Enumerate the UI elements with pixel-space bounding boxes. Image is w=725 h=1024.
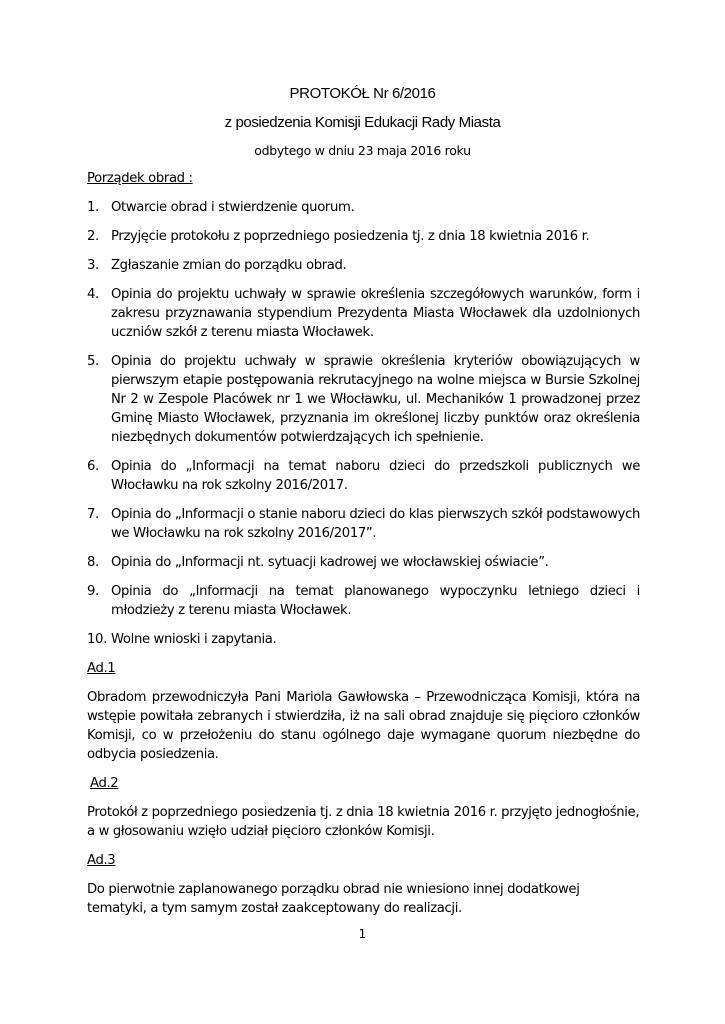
page-number: 1	[358, 927, 367, 941]
agenda-item-text: Opinia do „Informacji o stanie naboru dzieci do klas pierwszych szkół podstawowych we Włocławku na rok szkolny 2016/2017”.	[111, 507, 640, 541]
agenda-item-number: 2.	[87, 229, 99, 244]
ad2-heading: Ad.2	[90, 776, 119, 791]
agenda-item-number: 5.	[87, 354, 99, 369]
agenda-item	[87, 553, 640, 572]
agenda-item-number: 8.	[87, 555, 99, 570]
agenda-list	[87, 198, 640, 649]
ad1-heading: Ad.1	[87, 661, 116, 676]
agenda-item	[87, 352, 640, 447]
agenda-item-text: Opinia do „Informacji nt. sytuacji kadrowej we włocławskiej oświacie”.	[111, 555, 549, 570]
agenda-item-text: Zgłaszanie zmian do porządku obrad.	[111, 258, 347, 273]
agenda-item	[87, 227, 640, 246]
agenda-item-number: 6.	[87, 459, 99, 474]
agenda-item-text: Opinia do projektu uchwały w sprawie określenia kryteriów obowiązujących w pierwszym etapie postępowania rekrutacyjnego na wolne miejsca w Bursie Szkolnej Nr 2 w Zespole Placówek nr 1 we Włocławku, ul. Mechaników 1 prowadzonej przez Gminę Miasto Włocławek, przyznania im określonej liczby punktów oraz określenia niezbędnych dokumentów potwierdzających ich spełnienie.	[111, 354, 640, 445]
agenda-item	[87, 285, 640, 342]
agenda-item-text: Przyjęcie protokołu z poprzedniego posiedzenia tj. z dnia 18 kwietnia 2016 r.	[111, 229, 590, 244]
document-body	[87, 169, 640, 928]
agenda-item-text: Otwarcie obrad i stwierdzenie quorum.	[111, 200, 355, 215]
agenda-item-text: Wolne wnioski i zapytania.	[111, 632, 277, 647]
agenda-item	[87, 505, 640, 543]
agenda-item	[87, 256, 640, 275]
ad2-paragraph: Protokół z poprzedniego posiedzenia tj. z dnia 18 kwietnia 2016 r. przyjęto jednogłośnie, a w głosowaniu wzięło udział pięcioro członków Komisji.	[87, 805, 640, 839]
document-subtitle: z posiedzenia Komisji Edukacji Rady Miasta	[224, 114, 501, 131]
agenda-item-number: 4.	[87, 287, 99, 302]
agenda-item-number: 1.	[87, 200, 99, 215]
agenda-item-number: 3.	[87, 258, 99, 273]
agenda-item-number: 9.	[87, 584, 99, 599]
agenda-item-text: Opinia do projektu uchwały w sprawie określenia szczegółowych warunków, form i zakresu przyznawania stypendium Prezydenta Miasta Włocławek dla uzdolnionych uczniów szkół z terenu miasta Włocławek.	[111, 287, 640, 340]
agenda-item-text: Opinia do „Informacji na temat naboru dzieci do przedszkoli publicznych we Włocławku na rok szkolny 2016/2017.	[111, 459, 640, 493]
agenda-item-number: 7.	[87, 507, 99, 522]
ad3-paragraph: Do pierwotnie zaplanowanego porządku obrad nie wniesiono innej dodatkowej tematyki, a tym samym został zaakceptowany do realizacji.	[87, 882, 580, 916]
ad3-heading: Ad.3	[87, 853, 116, 868]
ad1-paragraph: Obradom przewodniczyła Pani Mariola Gawłowska – Przewodnicząca Komisji, która na wstępie powitała zebranych i stwierdziła, iż na sali obrad znajduje się pięcioro członków Komisji, co w przełożeniu do stanu ogólnego daje wymagane quorum niezbędne do odbycia posiedzenia.	[87, 690, 640, 762]
document-title: PROTOKÓŁ Nr 6/2016	[289, 85, 436, 102]
agenda-item	[87, 457, 640, 495]
agenda-item	[87, 630, 640, 649]
agenda-heading: Porządek obrad :	[87, 171, 193, 186]
agenda-item	[87, 582, 640, 620]
agenda-item	[87, 198, 640, 217]
agenda-item-text: Opinia do „Informacji na temat planowanego wypoczynku letniego dzieci i młodzieży z terenu miasta Włocławek.	[111, 584, 640, 618]
agenda-item-number: 10.	[87, 632, 107, 647]
meeting-date: odbytego w dniu 23 maja 2016 roku	[254, 143, 471, 158]
